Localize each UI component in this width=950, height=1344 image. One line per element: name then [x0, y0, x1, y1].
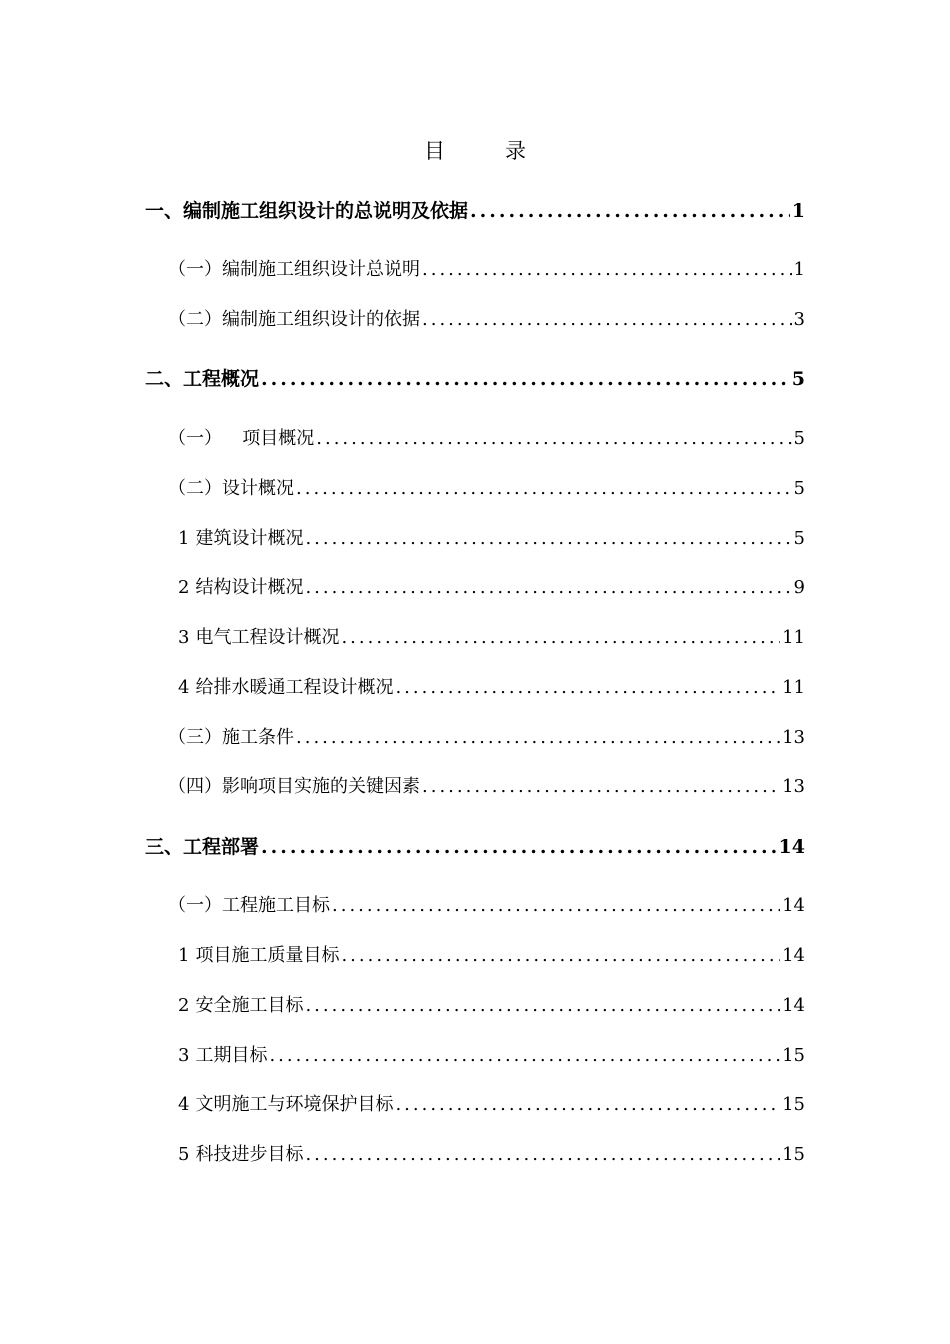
- toc-entry-label: 结构设计概况: [195, 577, 304, 598]
- toc-title: 目录: [424, 139, 586, 163]
- toc-dot-leader: [305, 573, 791, 603]
- toc-entry-number: （一）: [168, 428, 222, 449]
- toc-entry-page-number: 1: [791, 200, 805, 222]
- toc-entry-number: 1: [178, 945, 190, 966]
- toc-entry-label: （一）编制施工组织设计总说明: [168, 259, 420, 280]
- toc-entry-label: 文明施工与环境保护目标: [195, 1094, 394, 1115]
- toc-entry-page-number: 5: [791, 368, 805, 390]
- toc-entry-page-number: 15: [782, 1144, 805, 1165]
- toc-entry-page-number: 13: [782, 776, 805, 797]
- toc-entry[interactable]: [145, 196, 805, 226]
- toc-dot-leader: [261, 364, 790, 394]
- toc-entry-number: 3: [178, 1045, 190, 1066]
- toc-entry[interactable]: [168, 424, 805, 454]
- toc-entry[interactable]: [168, 255, 805, 285]
- toc-entry[interactable]: [168, 474, 805, 504]
- toc-entry[interactable]: [178, 1090, 805, 1120]
- toc-entry-label: 科技进步目标: [195, 1144, 304, 1165]
- toc-dot-leader: [305, 1140, 780, 1170]
- toc-dot-leader: [395, 673, 780, 703]
- toc-entry-label: （一）工程施工目标: [168, 895, 330, 916]
- toc-entry[interactable]: [178, 1140, 805, 1170]
- toc-dot-leader: [422, 772, 780, 802]
- toc-entry-page-number: 13: [782, 727, 805, 748]
- toc-entry[interactable]: [178, 991, 805, 1021]
- toc-entry[interactable]: [168, 305, 805, 335]
- toc-dot-leader: [341, 941, 780, 971]
- toc-entry[interactable]: [178, 623, 805, 653]
- toc-entry-page-number: 14: [782, 945, 805, 966]
- toc-entry-page-number: 5: [793, 478, 805, 499]
- toc-entry-page-number: 11: [782, 677, 805, 698]
- toc-dot-leader: [261, 832, 777, 862]
- toc-entry-page-number: 14: [782, 895, 805, 916]
- toc-entry-label: （四）影响项目实施的关键因素: [168, 776, 420, 797]
- toc-entry-page-number: 3: [793, 309, 805, 330]
- toc-entry[interactable]: [145, 832, 805, 862]
- toc-entry-number: 1: [178, 528, 190, 549]
- toc-entry-label: 二、工程概况: [145, 368, 260, 390]
- toc-entry-label: （二）设计概况: [168, 478, 294, 499]
- toc-dot-leader: [422, 305, 792, 335]
- toc-entry-page-number: 5: [793, 528, 805, 549]
- toc-dot-leader: [305, 991, 780, 1021]
- toc-entry[interactable]: [178, 1041, 805, 1071]
- toc-entry-page-number: 1: [793, 259, 805, 280]
- toc-dot-leader: [296, 474, 792, 504]
- toc-dot-leader: [296, 723, 780, 753]
- toc-dot-leader: [341, 623, 780, 653]
- toc-entry-page-number: 14: [782, 995, 805, 1016]
- toc-entry-page-number: 5: [793, 428, 805, 449]
- toc-entry-label: （二）编制施工组织设计的依据: [168, 309, 420, 330]
- toc-entry-number: 2: [178, 995, 190, 1016]
- toc-entry-number: 3: [178, 627, 190, 648]
- toc-entry-label: 建筑设计概况: [195, 528, 304, 549]
- toc-entry-page-number: 15: [782, 1094, 805, 1115]
- toc-entry[interactable]: [178, 673, 805, 703]
- toc-entry-number: 4: [178, 1094, 190, 1115]
- toc-dot-leader: [332, 891, 780, 921]
- toc-entry-label: 一、编制施工组织设计的总说明及依据: [145, 200, 469, 222]
- toc-entry[interactable]: [168, 772, 805, 802]
- toc-dot-leader: [470, 196, 790, 226]
- toc-entry-number: 2: [178, 577, 190, 598]
- toc-entry-number: 4: [178, 677, 190, 698]
- toc-dot-leader: [395, 1090, 780, 1120]
- toc-entry[interactable]: [178, 524, 805, 554]
- toc-dot-leader: [269, 1041, 780, 1071]
- toc-dot-leader: [422, 255, 792, 285]
- toc-entry-page-number: 9: [793, 577, 805, 598]
- toc-entry[interactable]: [145, 364, 805, 394]
- toc-entry-page-number: 14: [778, 836, 805, 858]
- toc-entry-label: 给排水暖通工程设计概况: [195, 677, 394, 698]
- toc-entry-label: 三、工程部署: [145, 836, 260, 858]
- toc-entry-label: 工期目标: [195, 1045, 268, 1066]
- toc-entry-label: （三）施工条件: [168, 727, 294, 748]
- toc-entry-number: 5: [178, 1144, 190, 1165]
- toc-entry-page-number: 11: [782, 627, 805, 648]
- toc-entry[interactable]: [178, 573, 805, 603]
- toc-entry-label: 电气工程设计概况: [195, 627, 340, 648]
- toc-entry-page-number: 15: [782, 1045, 805, 1066]
- toc-entry[interactable]: [168, 891, 805, 921]
- toc-entry-label: 项目施工质量目标: [195, 945, 340, 966]
- toc-dot-leader: [316, 424, 791, 454]
- toc-entry-label: 项目概况: [242, 428, 315, 449]
- toc-dot-leader: [305, 524, 791, 554]
- toc-entry-label: 安全施工目标: [195, 995, 304, 1016]
- toc-entry[interactable]: [168, 723, 805, 753]
- toc-entry[interactable]: [178, 941, 805, 971]
